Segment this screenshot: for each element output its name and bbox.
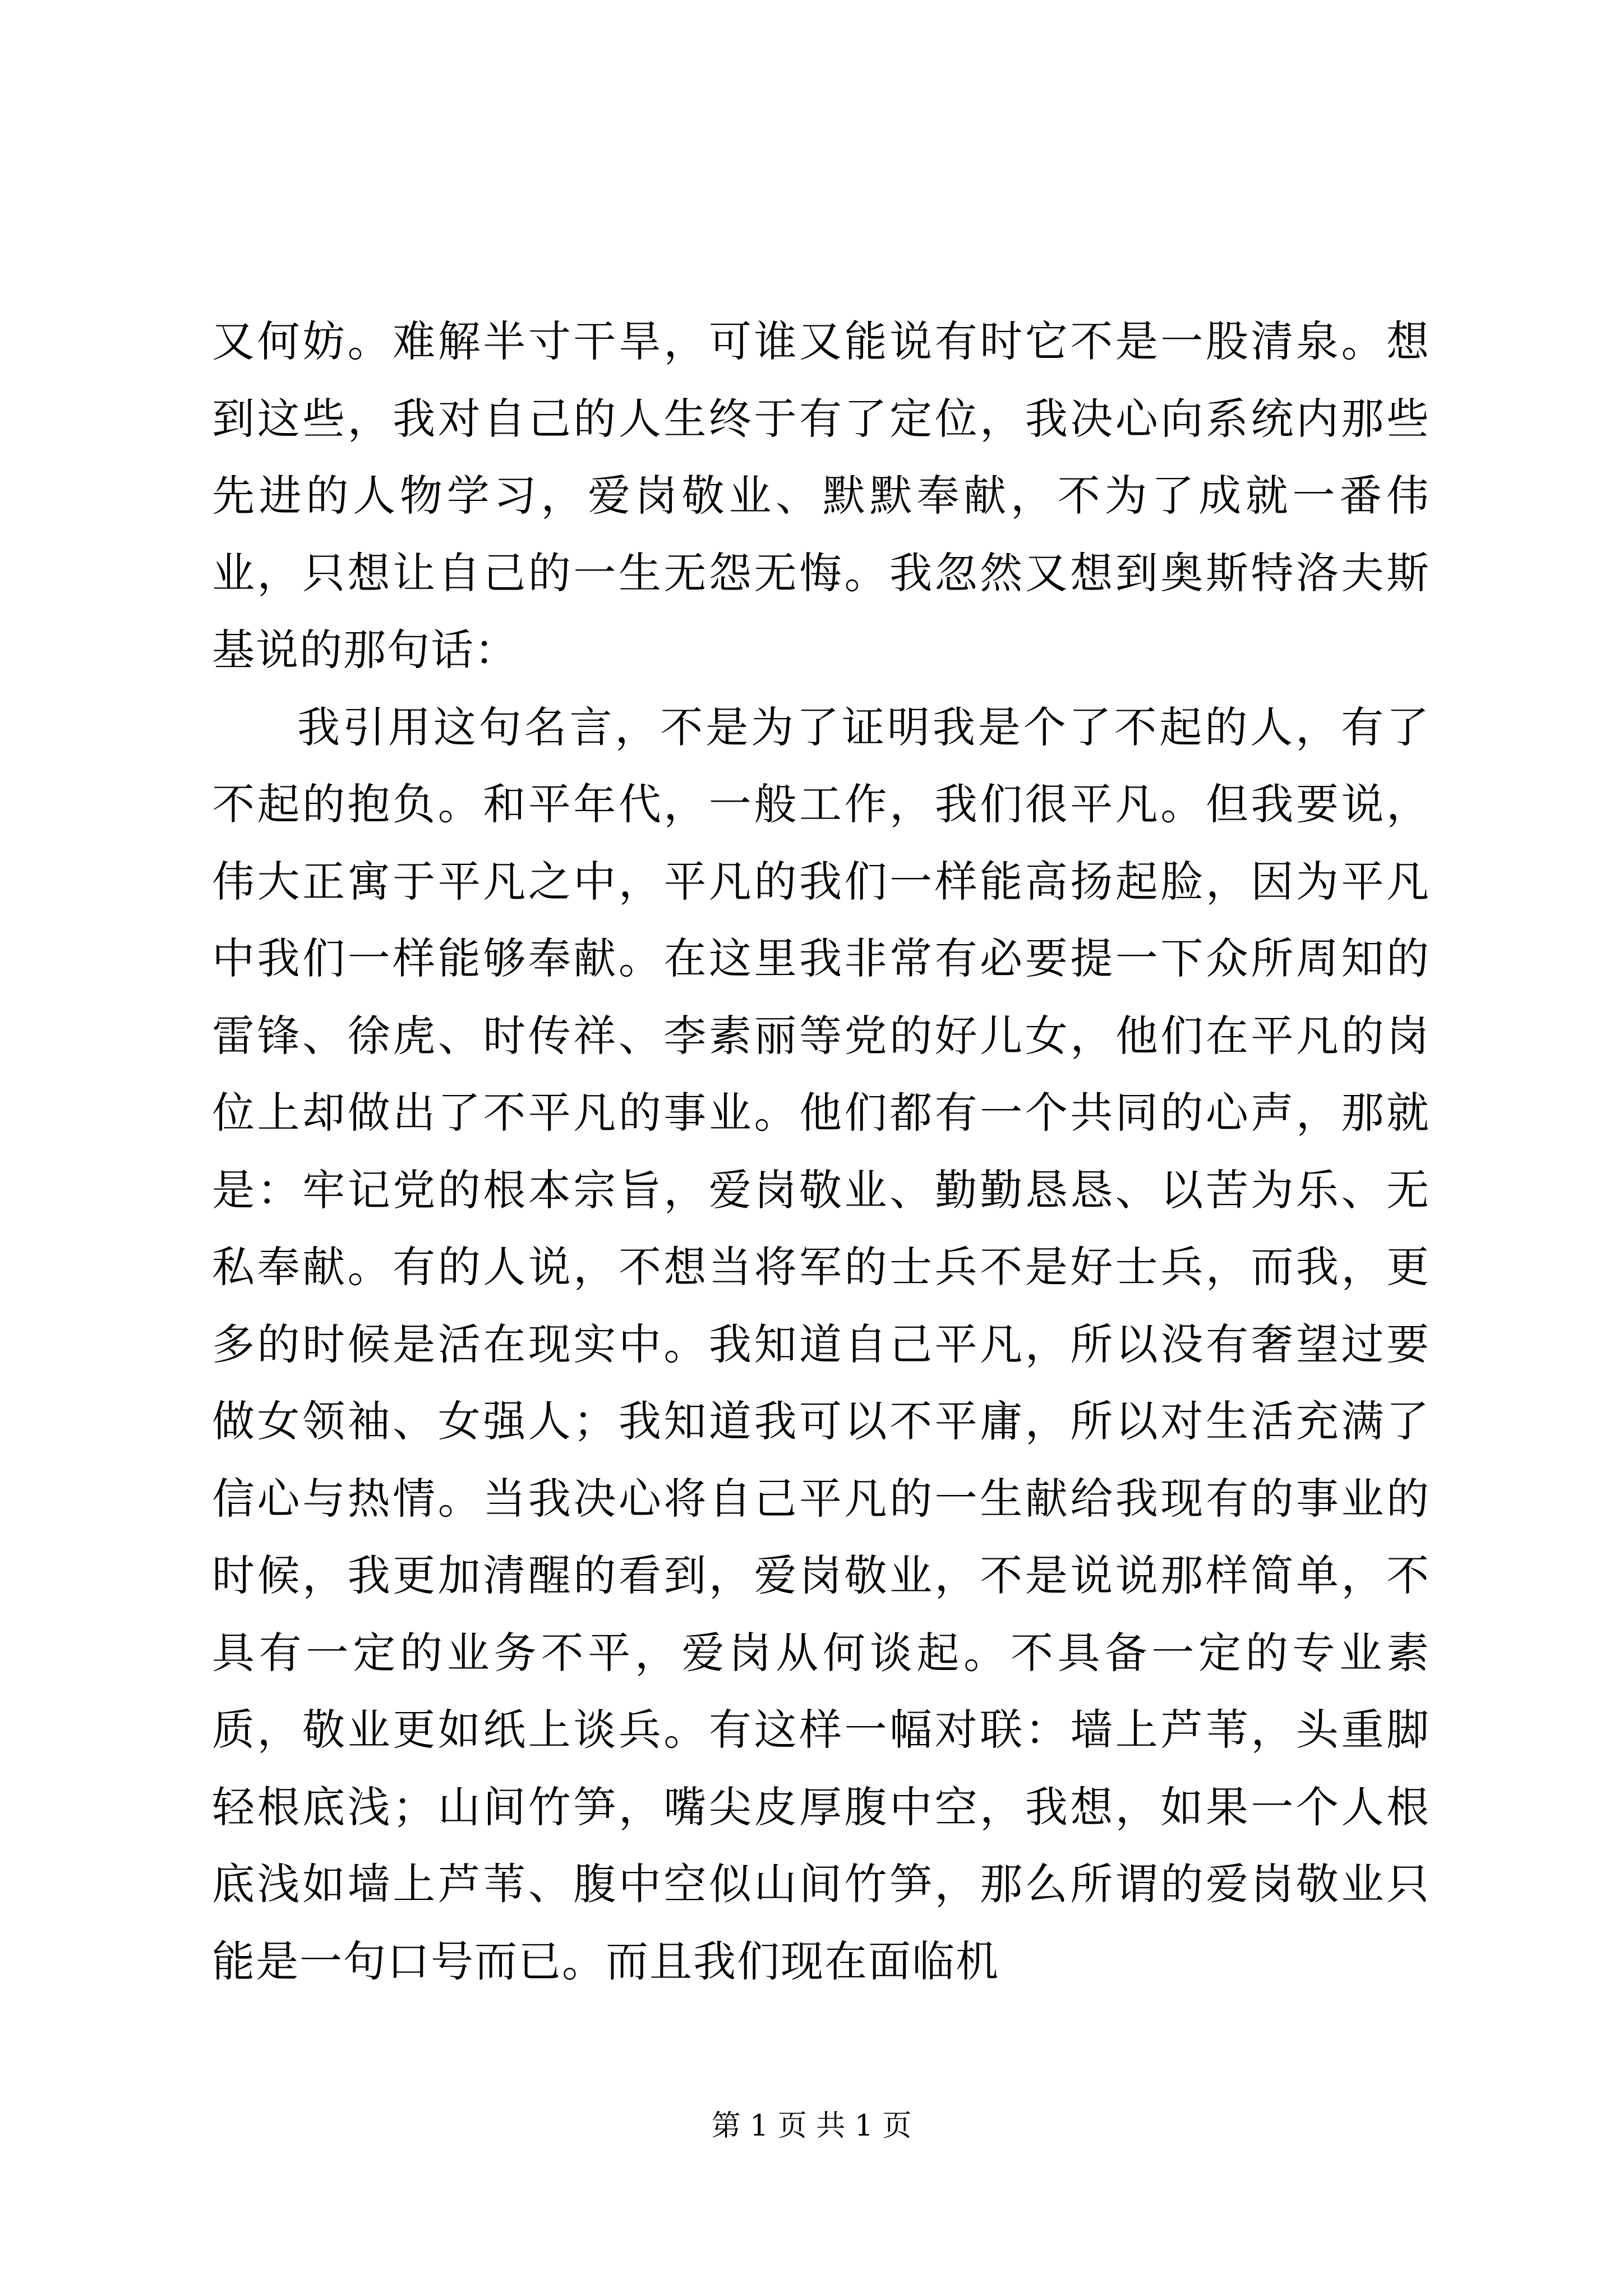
page-footer: 第 1 页 共 1 页	[711, 2109, 912, 2143]
paragraph-1: 又何妨。难解半寸干旱，可谁又能说有时它不是一股清泉。想到这些，我对自己的人生终于有了定位，我决心向系统内那些先进的人物学习，爱岗敬业、默默奉献，不为了成就一番伟业，只想让自己的一生无怨无悔。我忽然又想到奥斯特洛夫斯基说的那句话：	[212, 316, 1430, 675]
body-text	[212, 303, 1430, 2000]
paragraph-2: 我引用这句名言，不是为了证明我是个了不起的人，有了不起的抱负。和平年代，一般工作，我们很平凡。但我要说，伟大正寓于平凡之中，平凡的我们一样能高扬起脸，因为平凡中我们一样能够奉献。在这里我非常有必要提一下众所周知的雷锋、徐虎、时传祥、李素丽等党的好儿女，他们在平凡的岗位上却做出了不平凡的事业。他们都有一个共同的心声，那就是：牢记党的根本宗旨，爱岗敬业、勤勤恳恳、以苦为乐、无私奉献。有的人说，不想当将军的士兵不是好士兵，而我，更多的时候是活在现实中。我知道自己平凡，所以没有奢望过要做女领袖、女强人；我知道我可以不平庸，所以对生活充满了信心与热情。当我决心将自己平凡的一生献给我现有的事业的时候，我更加清醒的看到，爱岗敬业，不是说说那样简单，不具有一定的业务不平，爱岗从何谈起。不具备一定的专业素质，敬业更如纸上谈兵。有这样一幅对联：墙上芦苇，头重脚轻根底浅；山间竹笋，嘴尖皮厚腹中空，我想，如果一个人根底浅如墙上芦苇、腹中空似山间竹笋，那么所谓的爱岗敬业只能是一句口号而已。而且我们现在面临机	[212, 702, 1430, 1986]
